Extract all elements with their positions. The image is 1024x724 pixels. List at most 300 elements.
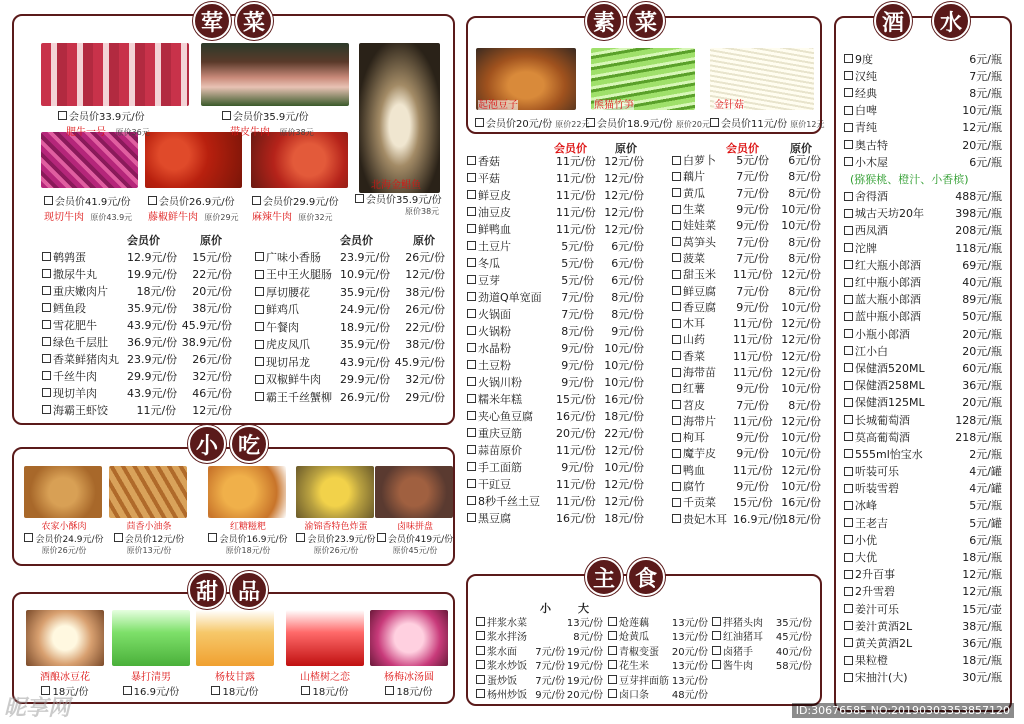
price-1: 18元/份	[136, 284, 177, 298]
checkbox[interactable]	[844, 54, 853, 63]
checkbox[interactable]	[467, 411, 476, 420]
dessert-caption	[282, 668, 368, 698]
checkbox[interactable]	[42, 303, 51, 312]
item-name: 双椒鲜牛肉	[266, 373, 321, 387]
checkbox[interactable]	[712, 646, 721, 655]
item-name: 莴笋头	[683, 235, 716, 249]
checkbox[interactable]	[608, 631, 617, 640]
drinks-list	[844, 50, 1002, 686]
orig-price: 原价29元	[204, 213, 239, 222]
price-1: 11元/份	[733, 268, 773, 282]
staple-col-1	[476, 600, 604, 701]
item-name: 香菜	[683, 349, 705, 363]
price-1: 11元/份	[733, 333, 773, 347]
price: 218元/瓶	[955, 430, 1002, 444]
checkbox[interactable]	[672, 514, 681, 523]
dish-name: 暴打清男	[131, 672, 171, 683]
menu-row	[467, 220, 645, 237]
menu-row	[467, 339, 645, 356]
checkbox[interactable]	[467, 190, 476, 199]
checkbox[interactable]	[844, 587, 853, 596]
dish-name: 红糖糍粑	[229, 522, 266, 532]
dessert-caption	[192, 668, 278, 698]
menu-row	[672, 348, 822, 364]
item-name: 手工面筋	[478, 460, 522, 474]
checkbox[interactable]	[844, 432, 853, 441]
dessert-photo	[112, 610, 190, 666]
item-name: 长城葡萄酒	[855, 413, 910, 427]
checkbox[interactable]	[672, 368, 681, 377]
item-name: 宋抽汁(大)	[855, 671, 908, 685]
item-name: 平菇	[478, 171, 500, 185]
checkbox[interactable]	[844, 621, 853, 630]
member-price: 会员价41.9元/份	[55, 197, 131, 208]
snack-caption	[18, 519, 110, 556]
price-2: 8元/份	[788, 251, 821, 265]
checkbox[interactable]	[467, 241, 476, 250]
drink-row	[844, 566, 1002, 583]
drink-row	[844, 359, 1002, 376]
price-2: 9元/份	[611, 324, 644, 338]
dish-name: 北海金鲳鱼	[371, 180, 421, 191]
menu-row	[476, 614, 604, 629]
menu-row	[712, 658, 812, 673]
price-1: 7元/份	[736, 398, 769, 412]
item-name: 鲜豆腐	[683, 284, 716, 298]
snack-caption	[103, 519, 195, 556]
checkbox[interactable]	[844, 123, 853, 132]
checkbox[interactable]	[255, 270, 264, 279]
checkbox[interactable]	[467, 326, 476, 335]
price-1: 7元/份	[535, 675, 565, 687]
checkbox[interactable]	[844, 604, 853, 613]
checkbox[interactable]	[844, 295, 853, 304]
checkbox[interactable]	[476, 631, 485, 640]
checkbox[interactable]	[844, 673, 853, 682]
menu-row	[255, 248, 445, 266]
price: 6元/瓶	[969, 155, 1002, 169]
dish-name: 现切牛肉	[44, 212, 84, 223]
checkbox[interactable]	[844, 243, 853, 252]
checkbox[interactable]	[42, 286, 51, 295]
checkbox[interactable]	[467, 360, 476, 369]
checkbox[interactable]	[844, 518, 853, 527]
checkbox[interactable]	[222, 111, 231, 120]
checkbox[interactable]	[58, 111, 67, 120]
price-1: 16.9元/份	[733, 512, 784, 526]
item-name: 广味小香肠	[266, 250, 321, 264]
price-2: 8元/份	[788, 284, 821, 298]
price-1: 11元/份	[556, 494, 596, 508]
price-1: 16元/份	[556, 511, 596, 525]
item-name: 炝莲藕	[619, 617, 649, 629]
item-name: 拌浆水菜	[487, 617, 527, 629]
snack-photo	[375, 466, 453, 518]
checkbox[interactable]	[844, 278, 853, 287]
price-2: 19元/份	[566, 661, 603, 673]
checkbox[interactable]	[672, 482, 681, 491]
checkbox[interactable]	[467, 445, 476, 454]
dish-name: 熊猫竹笋	[594, 100, 634, 111]
item-name: 菠菜	[683, 251, 705, 265]
checkbox[interactable]	[467, 309, 476, 318]
item-name: 鲜豆皮	[478, 188, 511, 202]
item-name: 绿色千层肚	[53, 335, 108, 349]
checkbox[interactable]	[255, 305, 264, 314]
price-1: 9元/份	[736, 431, 769, 445]
checkbox[interactable]	[672, 237, 681, 246]
price: 18元/份	[396, 687, 433, 698]
price-1: 35.9元/份	[339, 338, 391, 352]
checkbox[interactable]	[844, 484, 853, 493]
checkbox[interactable]	[672, 221, 681, 230]
item-name: 鲜鸭血	[478, 222, 511, 236]
price-2: 10元/份	[781, 480, 821, 494]
item-name: 2升百事	[855, 568, 895, 582]
item-name: 魔芋皮	[683, 447, 716, 461]
price: 18元/瓶	[962, 654, 1002, 668]
drink-row	[844, 548, 1002, 565]
item-name: 雪花肥牛	[53, 318, 97, 332]
item-name: 火锅粉	[478, 324, 511, 338]
checkbox[interactable]	[672, 319, 681, 328]
menu-row	[672, 364, 822, 380]
menu-row	[467, 169, 645, 186]
checkbox[interactable]	[844, 226, 853, 235]
veg-photo-labels	[478, 96, 518, 111]
checkbox[interactable]	[844, 312, 853, 321]
checkbox[interactable]	[255, 392, 264, 401]
checkbox[interactable]	[476, 660, 485, 669]
checkbox[interactable]	[844, 381, 853, 390]
price: 128元/瓶	[955, 413, 1002, 427]
checkbox[interactable]	[476, 675, 485, 684]
price-2: 12元/份	[604, 477, 644, 491]
checkbox[interactable]	[608, 646, 617, 655]
drink-row	[844, 377, 1002, 394]
menu-row	[42, 248, 232, 265]
price-1: 24.9元/份	[339, 303, 391, 317]
checkbox[interactable]	[844, 449, 853, 458]
checkbox[interactable]	[475, 118, 484, 127]
menu-row	[672, 233, 822, 249]
checkbox[interactable]	[211, 686, 220, 695]
price: 20元/瓶	[962, 138, 1002, 152]
price-1: 9元/份	[561, 375, 594, 389]
price-1: 8元/份	[561, 324, 594, 338]
checkbox[interactable]	[42, 252, 51, 261]
checkbox[interactable]	[672, 286, 681, 295]
price-2: 18元/份	[604, 409, 644, 423]
price-2: 18元/份	[604, 511, 644, 525]
checkbox[interactable]	[467, 292, 476, 301]
item-name: 保健酒520ML	[855, 361, 925, 375]
price: 12元/瓶	[962, 585, 1002, 599]
menu-row	[42, 316, 232, 333]
price: 208元/瓶	[955, 224, 1002, 238]
price-1: 29.9元/份	[126, 369, 178, 383]
checkbox[interactable]	[467, 173, 476, 182]
checkbox[interactable]	[377, 533, 386, 542]
checkbox[interactable]	[672, 384, 681, 393]
checkbox[interactable]	[255, 322, 264, 331]
checkbox[interactable]	[385, 686, 394, 695]
checkbox[interactable]	[844, 260, 853, 269]
checkbox[interactable]	[42, 405, 51, 414]
menu-row	[467, 509, 645, 526]
item-name: 鳕鱼段	[53, 301, 86, 315]
checkbox[interactable]	[844, 535, 853, 544]
checkbox[interactable]	[672, 335, 681, 344]
price-1: 18.9元/份	[339, 320, 391, 334]
drink-row	[844, 428, 1002, 445]
price-2: 10元/份	[604, 460, 644, 474]
checkbox[interactable]	[255, 357, 264, 366]
price-2: 8元/份	[573, 632, 603, 644]
item-name: 娃娃菜	[683, 219, 716, 233]
checkbox[interactable]	[467, 207, 476, 216]
checkbox[interactable]	[844, 209, 853, 218]
checkbox[interactable]	[467, 224, 476, 233]
item-name: 经典	[855, 86, 877, 100]
checkbox[interactable]	[467, 496, 476, 505]
checkbox[interactable]	[844, 415, 853, 424]
drinks-note-text: (猕猴桃、橙汁、小香槟)	[850, 172, 969, 186]
checkbox[interactable]	[844, 656, 853, 665]
checkbox[interactable]	[42, 320, 51, 329]
menu-row	[608, 658, 708, 673]
checkbox[interactable]	[24, 533, 33, 542]
checkbox[interactable]	[255, 287, 264, 296]
checkbox[interactable]	[42, 337, 51, 346]
checkbox[interactable]	[208, 533, 217, 542]
price-1: 35.9元/份	[126, 301, 178, 315]
checkbox[interactable]	[672, 498, 681, 507]
item-name: 果粒橙	[855, 654, 888, 668]
checkbox[interactable]	[586, 118, 595, 127]
item-name: 豆芽	[478, 273, 500, 287]
checkbox[interactable]	[467, 394, 476, 403]
checkbox[interactable]	[672, 433, 681, 442]
item-name: 夹心鱼豆腐	[478, 409, 533, 423]
checkbox[interactable]	[608, 675, 617, 684]
checkbox[interactable]	[42, 371, 51, 380]
price: 89元/瓶	[962, 293, 1002, 307]
checkbox[interactable]	[844, 88, 853, 97]
checkbox[interactable]	[844, 638, 853, 647]
drink-row	[844, 205, 1002, 222]
price: 18元/份	[312, 687, 349, 698]
drink-row	[844, 617, 1002, 634]
watermark-right: ID:30676585 NO:20190303353857120	[792, 703, 1014, 718]
checkbox[interactable]	[252, 196, 261, 205]
checkbox[interactable]	[608, 617, 617, 626]
checkbox[interactable]	[608, 689, 617, 698]
price-1: 9元/份	[535, 690, 565, 702]
price-1: 43.9元/份	[339, 355, 391, 369]
price-2: 29元/份	[405, 390, 445, 404]
checkbox[interactable]	[467, 156, 476, 165]
item-name: 劲道Q单宽面	[478, 290, 542, 304]
checkbox[interactable]	[467, 479, 476, 488]
price-1: 11元/份	[733, 317, 773, 331]
checkbox[interactable]	[44, 196, 53, 205]
checkbox[interactable]	[255, 252, 264, 261]
checkbox[interactable]	[123, 686, 132, 695]
orig-price: 原价26元/份	[313, 546, 359, 555]
checkbox[interactable]	[467, 377, 476, 386]
checkbox[interactable]	[844, 501, 853, 510]
price-1: 23.9元/份	[339, 250, 391, 264]
item-name: 小优	[855, 533, 877, 547]
meat-title-char-2: 菜	[235, 2, 273, 40]
price-1: 9元/份	[736, 219, 769, 233]
staple-title	[585, 558, 665, 596]
dish-name: 藤椒鲜牛肉	[148, 212, 198, 223]
price-2: 32元/份	[192, 369, 232, 383]
meat-title-char-1: 荤	[193, 2, 231, 40]
price-2: 12元/份	[192, 403, 232, 417]
price-2: 10元/份	[604, 358, 644, 372]
checkbox[interactable]	[672, 302, 681, 311]
price-1: 7元/份	[736, 186, 769, 200]
menu-row	[467, 186, 645, 203]
checkbox[interactable]	[844, 192, 853, 201]
price: 6元/瓶	[969, 533, 1002, 547]
price-1: 9元/份	[736, 300, 769, 314]
item-name: 浆水拌汤	[487, 632, 527, 644]
checkbox[interactable]	[467, 513, 476, 522]
price-1: 58元/份	[775, 661, 812, 673]
dish-name: 茴香小油条	[126, 522, 172, 532]
checkbox[interactable]	[672, 351, 681, 360]
checkbox[interactable]	[672, 156, 681, 165]
checkbox[interactable]	[42, 388, 51, 397]
checkbox[interactable]	[844, 346, 853, 355]
checkbox[interactable]	[672, 172, 681, 181]
price-2: 12元/份	[781, 333, 821, 347]
price-1: 11元/份	[556, 443, 596, 457]
checkbox[interactable]	[476, 617, 485, 626]
item-name: 海带苗	[683, 366, 716, 379]
checkbox[interactable]	[296, 533, 305, 542]
price: 7元/瓶	[969, 69, 1002, 83]
checkbox[interactable]	[844, 106, 853, 115]
dish-name: 带皮牛肉	[230, 127, 270, 138]
checkbox[interactable]	[672, 188, 681, 197]
price: 60元/瓶	[962, 361, 1002, 375]
checkbox[interactable]	[467, 275, 476, 284]
meat-title	[193, 2, 273, 40]
menu-row	[672, 445, 822, 461]
checkbox[interactable]	[844, 157, 853, 166]
checkbox[interactable]	[844, 570, 853, 579]
price-1: 9元/份	[736, 447, 769, 461]
menu-row	[476, 643, 604, 658]
checkbox[interactable]	[355, 194, 364, 203]
checkbox[interactable]	[672, 400, 681, 409]
item-name: 虎皮凤爪	[266, 338, 310, 352]
checkbox[interactable]	[712, 631, 721, 640]
checkbox[interactable]	[301, 686, 310, 695]
checkbox[interactable]	[148, 196, 157, 205]
price-1: 7元/份	[535, 646, 565, 658]
checkbox[interactable]	[476, 646, 485, 655]
checkbox[interactable]	[476, 689, 485, 698]
item-name: 西凤酒	[855, 224, 888, 238]
checkbox[interactable]	[467, 462, 476, 471]
checkbox[interactable]	[844, 553, 853, 562]
menu-row	[255, 388, 445, 406]
item-name: 红中瓶小郎酒	[855, 276, 921, 290]
checkbox[interactable]	[844, 398, 853, 407]
menu-row	[712, 643, 812, 658]
price-2: 12元/份	[604, 494, 644, 508]
checkbox[interactable]	[672, 270, 681, 279]
checkbox[interactable]	[608, 660, 617, 669]
menu-row	[672, 299, 822, 315]
checkbox[interactable]	[672, 449, 681, 458]
checkbox[interactable]	[844, 71, 853, 80]
orig-price: 原价12元	[790, 120, 825, 129]
checkbox[interactable]	[467, 428, 476, 437]
checkbox[interactable]	[672, 465, 681, 474]
checkbox[interactable]	[255, 340, 264, 349]
price-2: 26元/份	[405, 303, 445, 317]
member-price: 会员价11元/份	[721, 119, 788, 130]
price-2: 6元/份	[611, 239, 644, 253]
checkbox[interactable]	[710, 118, 719, 127]
checkbox[interactable]	[844, 140, 853, 149]
checkbox[interactable]	[672, 205, 681, 214]
checkbox[interactable]	[672, 416, 681, 425]
item-name: 腐竹	[683, 480, 705, 494]
price-2: 8元/份	[788, 170, 821, 184]
price: 15元/壶	[962, 602, 1002, 616]
item-name: 现切羊肉	[53, 386, 97, 400]
menu-row	[42, 350, 232, 367]
price-1: 5元/份	[561, 256, 594, 270]
checkbox[interactable]	[712, 660, 721, 669]
item-name: 水晶粉	[478, 341, 511, 355]
checkbox[interactable]	[114, 533, 123, 542]
checkbox[interactable]	[467, 258, 476, 267]
drinks-title-char-2: 水	[932, 2, 970, 40]
checkbox[interactable]	[467, 343, 476, 352]
checkbox[interactable]	[844, 467, 853, 476]
checkbox[interactable]	[255, 375, 264, 384]
member-price: 会员价419元/份	[387, 535, 454, 545]
item-name: 撒尿牛丸	[53, 267, 97, 281]
checkbox[interactable]	[844, 363, 853, 372]
meat-list-right	[255, 232, 445, 406]
drinks-title	[874, 2, 970, 40]
dish-name: 杨枝甘露	[215, 672, 255, 683]
staple-col-2	[608, 614, 708, 701]
menu-row	[255, 283, 445, 301]
checkbox[interactable]	[42, 354, 51, 363]
drink-row	[844, 669, 1002, 686]
dessert-title-char-1: 甜	[188, 571, 226, 609]
checkbox[interactable]	[42, 269, 51, 278]
checkbox[interactable]	[844, 329, 853, 338]
checkbox[interactable]	[672, 253, 681, 262]
price-1: 7元/份	[736, 170, 769, 184]
price: 398元/瓶	[955, 207, 1002, 221]
drink-row	[844, 153, 1002, 170]
checkbox[interactable]	[712, 617, 721, 626]
dessert-photo	[196, 610, 274, 666]
